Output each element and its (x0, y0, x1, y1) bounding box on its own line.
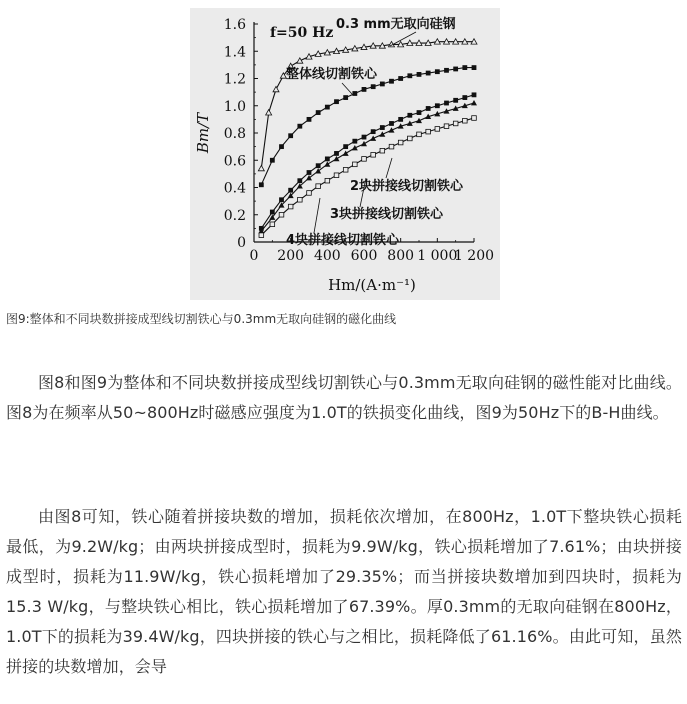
data-point-two-piece-core (288, 188, 293, 193)
y-tick-label: 1.4 (223, 44, 246, 61)
data-point-solid-core (352, 91, 357, 96)
data-point-four-piece-core (288, 204, 293, 209)
data-point-four-piece-core (307, 191, 312, 196)
data-point-four-piece-core (444, 124, 449, 129)
y-tick-label: 0.8 (223, 126, 246, 142)
data-point-two-piece-core (417, 110, 422, 115)
data-point-two-piece-core (380, 125, 385, 130)
data-point-four-piece-core (380, 148, 385, 153)
data-point-two-piece-core (325, 156, 330, 161)
data-point-two-piece-core (472, 92, 477, 97)
data-point-two-piece-core (316, 163, 321, 168)
data-point-two-piece-core (444, 101, 449, 106)
data-point-three-piece-core (416, 118, 422, 123)
data-point-two-piece-core (352, 139, 357, 144)
data-point-solid-core (417, 72, 422, 77)
x-tick-label: 400 (313, 248, 341, 264)
data-point-three-piece-core (370, 135, 376, 140)
data-point-four-piece-core (463, 118, 468, 123)
data-point-solid-core (307, 117, 312, 122)
data-point-four-piece-core (270, 222, 275, 227)
data-point-four-piece-core (298, 197, 303, 202)
data-point-four-piece-core (426, 129, 431, 134)
y-tick-label: 1.0 (223, 98, 246, 115)
bh-curve-chart (190, 8, 500, 300)
data-point-three-piece-core (389, 127, 395, 132)
x-tick-label: 200 (277, 248, 305, 264)
data-point-two-piece-core (297, 178, 302, 183)
frequency-annotation: f=50 Hz (270, 25, 334, 41)
data-point-three-piece-core (334, 156, 340, 161)
data-point-four-piece-core (435, 127, 440, 132)
x-axis-title: Hm/(A·m⁻¹) (328, 276, 416, 294)
data-point-silicon-steel (273, 86, 279, 91)
data-point-two-piece-core (426, 106, 431, 111)
series-line-solid-core (261, 68, 474, 185)
data-point-two-piece-core (343, 144, 348, 149)
data-point-solid-core (462, 65, 467, 70)
data-point-solid-core (389, 79, 394, 84)
data-point-three-piece-core (361, 141, 367, 146)
data-point-three-piece-core (379, 131, 385, 136)
data-point-silicon-steel (258, 165, 264, 170)
data-point-solid-core (453, 67, 458, 72)
data-point-solid-core (343, 95, 348, 100)
data-point-silicon-steel (297, 58, 303, 63)
x-tick-label: 800 (387, 248, 415, 264)
data-point-two-piece-core (462, 95, 467, 100)
data-point-four-piece-core (279, 212, 284, 217)
figure-caption: 图9:整体和不同块数拼接成型线切割铁心与0.3mm无取向硅钢的磁化曲线 (6, 312, 397, 326)
data-point-two-piece-core (407, 113, 412, 118)
y-axis-title: Bm/T (194, 112, 212, 154)
data-point-solid-core (407, 73, 412, 78)
y-tick-label: 0 (237, 235, 246, 251)
data-point-solid-core (371, 84, 376, 89)
x-tick-label: 1 000 (417, 248, 458, 264)
y-tick-label: 0.2 (223, 207, 246, 224)
data-point-solid-core (435, 69, 440, 74)
y-tick-label: 1.2 (223, 71, 246, 88)
series-label-three-piece-core: 3块拼接线切割铁心 (330, 207, 444, 222)
body-paragraph-2: 由图8可知，铁心随着拼接块数的增加，损耗依次增加，在800Hz，1.0T下整块铁心损耗最低，为9.2W/kg；由两块拼接成型时，损耗为9.9W/kg，铁心损耗增加了7.61%；由块拼接成型时，损耗为11.9W/kg，铁心损耗增加了29.35%；而当拼接块数增加到四块时，损耗为15.3 W/kg，与整块铁心相比，铁心损耗增加了67.39%。厚0.3mm的无取向硅钢在800Hz，1.0T下的损耗为39.4W/kg，四块拼接的铁心与之相比，损耗降低了61.16%。由此可知，虽然拼接的块数增加，会导 (6, 507, 682, 676)
bh-curve-figure (190, 8, 500, 300)
data-point-four-piece-core (362, 157, 367, 162)
data-point-two-piece-core (398, 117, 403, 122)
data-point-solid-core (380, 82, 385, 87)
data-point-two-piece-core (435, 103, 440, 108)
data-point-silicon-steel (266, 110, 272, 115)
data-point-solid-core (259, 182, 264, 187)
y-tick-label: 0.6 (223, 153, 246, 170)
y-tick-label: 1.6 (223, 17, 246, 33)
data-point-two-piece-core (362, 135, 367, 140)
data-point-three-piece-core (343, 150, 349, 155)
data-point-two-piece-core (453, 98, 458, 103)
data-point-two-piece-core (279, 197, 284, 202)
data-point-four-piece-core (417, 132, 422, 137)
data-point-solid-core (472, 65, 477, 70)
series-label-two-piece-core: 2块拼接线切割铁心 (350, 179, 464, 194)
data-point-four-piece-core (325, 178, 330, 183)
data-point-four-piece-core (259, 233, 264, 238)
data-point-two-piece-core (334, 151, 339, 156)
data-point-three-piece-core (471, 100, 477, 105)
data-point-two-piece-core (371, 129, 376, 134)
series-label-solid-core: 整体线切割铁心 (286, 67, 378, 82)
data-point-four-piece-core (408, 136, 413, 141)
data-point-solid-core (288, 133, 293, 138)
data-point-four-piece-core (353, 162, 358, 167)
data-point-solid-core (279, 144, 284, 149)
data-point-solid-core (398, 76, 403, 81)
data-point-four-piece-core (398, 140, 403, 145)
data-point-four-piece-core (389, 144, 394, 149)
data-point-four-piece-core (472, 116, 477, 121)
label-leader-two-piece-core (386, 158, 392, 178)
data-point-solid-core (444, 68, 449, 73)
x-tick-label: 0 (249, 248, 259, 264)
x-tick-label: 600 (350, 248, 378, 264)
data-point-four-piece-core (316, 184, 321, 189)
data-point-four-piece-core (334, 173, 339, 178)
body-paragraph-1: 图8和图9为整体和不同块数拼接成型线切割铁心与0.3mm无取向硅钢的磁性能对比曲线。图8为在频率从50~800Hz时磁感应强度为1.0T的铁损变化曲线，图9为50Hz下的B-H曲线。 (6, 373, 682, 422)
data-point-solid-core (297, 124, 302, 129)
y-tick-label: 0.4 (223, 180, 246, 197)
data-point-three-piece-core (352, 145, 358, 150)
data-point-four-piece-core (343, 167, 348, 172)
data-point-four-piece-core (371, 153, 376, 158)
label-leader-solid-core (342, 83, 352, 94)
data-point-solid-core (334, 99, 339, 104)
data-point-two-piece-core (307, 170, 312, 175)
data-point-two-piece-core (270, 210, 275, 215)
x-tick-label: 1 200 (453, 248, 495, 264)
data-point-solid-core (325, 105, 330, 110)
data-point-solid-core (426, 71, 431, 76)
label-leader-four-piece-core (314, 198, 320, 233)
data-point-solid-core (362, 87, 367, 92)
data-point-solid-core (270, 158, 275, 163)
data-point-two-piece-core (389, 121, 394, 126)
series-line-silicon-steel (261, 42, 474, 169)
data-point-four-piece-core (453, 121, 458, 126)
series-label-silicon-steel: 0.3 mm无取向硅钢 (336, 17, 456, 32)
series-label-four-piece-core: 4块拼接线切割铁心 (286, 233, 400, 248)
data-point-three-piece-core (324, 161, 330, 166)
data-point-solid-core (316, 110, 321, 115)
